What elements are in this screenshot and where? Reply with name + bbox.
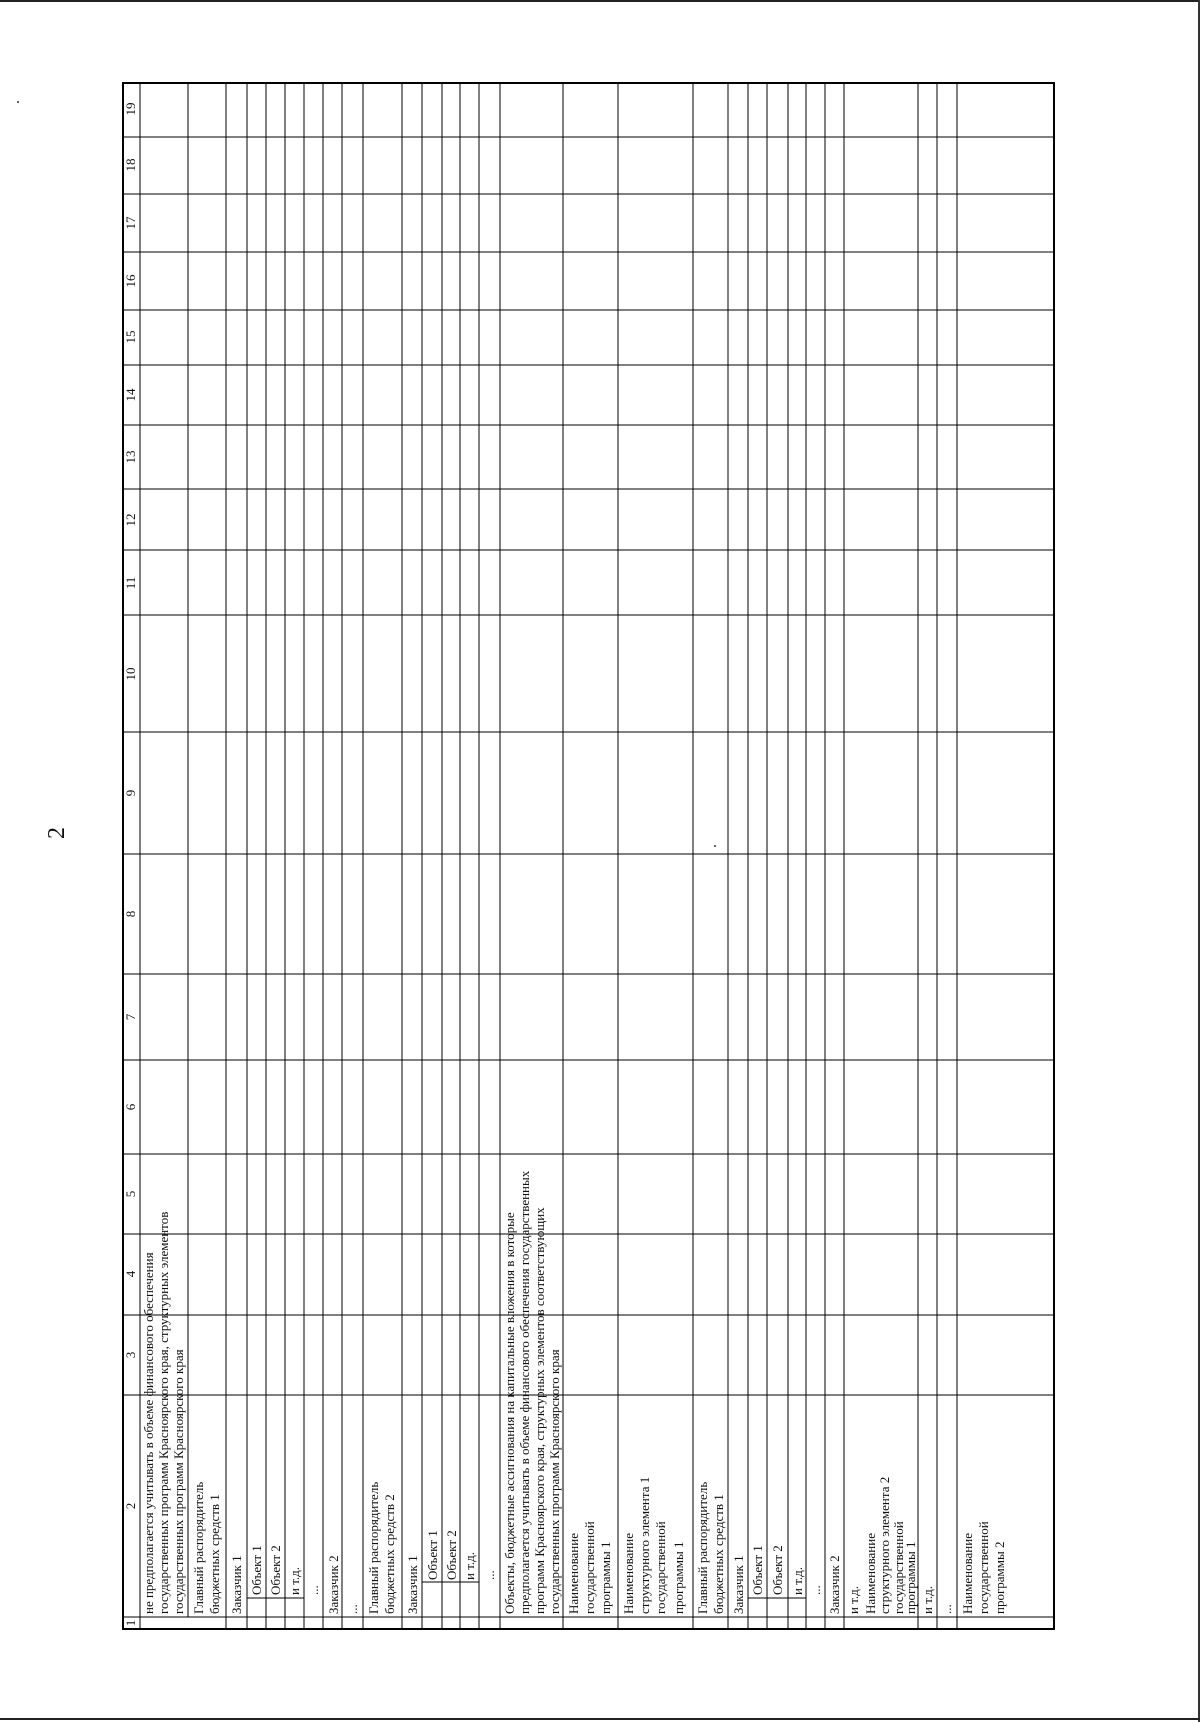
section2-header-line: предполагается учитывать в объеме финансового обеспечения государственных <box>517 1170 532 1614</box>
row-label: и т.д. <box>790 1566 805 1595</box>
header-col-7: 7 <box>123 1013 138 1021</box>
row-label: Главный распорядитель <box>366 1481 381 1614</box>
section2-header-line: государственных программ Красноярского края <box>547 1349 562 1614</box>
row-label: ... <box>306 1585 321 1595</box>
row-label: бюджетных средств 2 <box>382 1494 397 1614</box>
row-label: Объект 1 <box>425 1530 440 1580</box>
row-label: государственной <box>976 1521 991 1614</box>
section2-header-line: программ Красноярского края, структурных элементов соответствующих <box>532 1207 547 1614</box>
header-col-19: 19 <box>123 102 138 116</box>
header-col-13: 13 <box>123 450 138 464</box>
row-label: Главный распорядитель <box>191 1481 206 1614</box>
row-label: Заказчик 1 <box>731 1555 746 1614</box>
row-label: Наименование <box>960 1533 975 1614</box>
section2-header-line: Объекты, бюджетные ассигнования на капитальные вложения в которые <box>502 1212 517 1614</box>
header-col-10: 10 <box>123 667 138 681</box>
header-col-2: 2 <box>123 1502 138 1510</box>
row-label: программы 1 <box>903 1541 918 1614</box>
row-label: и т.д. <box>920 1585 935 1614</box>
column-dividers <box>122 137 1055 1617</box>
row-label: структурного элемента 2 <box>877 1476 892 1614</box>
rotated-table-content <box>122 82 1055 1630</box>
row-label: Заказчик 2 <box>326 1555 341 1614</box>
header-col-16: 16 <box>123 274 138 288</box>
row-label: Заказчик 1 <box>229 1555 244 1614</box>
header-col-1: 1 <box>123 1619 138 1627</box>
section1-header-line: не предполагается учитывать в объеме финансового обеспечения <box>141 1252 156 1614</box>
header-col-6: 6 <box>123 1103 138 1111</box>
document-table <box>122 82 1055 1630</box>
header-col-9: 9 <box>123 789 138 797</box>
header-col-3: 3 <box>123 1351 138 1359</box>
scan-speck <box>17 101 19 103</box>
row-label: ... <box>808 1585 823 1595</box>
row-label: государственной <box>582 1521 597 1614</box>
header-col-18: 18 <box>123 158 138 172</box>
header-col-11: 11 <box>123 576 138 590</box>
row-label: программы 1 <box>671 1541 686 1614</box>
section1-header-line: государственных программ Красноярского края <box>171 1349 186 1614</box>
row-label: ... <box>482 1570 497 1580</box>
row-label: и т.д. <box>462 1551 477 1580</box>
row-label: Заказчик 2 <box>827 1555 842 1614</box>
page-number: 2 <box>43 827 70 839</box>
row-label: Объект 1 <box>249 1545 264 1595</box>
table-grid <box>122 82 1055 1630</box>
row-label: государственной <box>653 1521 668 1614</box>
header-col-15: 15 <box>123 330 138 344</box>
header-col-17: 17 <box>123 216 138 230</box>
row-label: Главный распорядитель <box>695 1481 710 1614</box>
row-label: ... <box>939 1604 954 1614</box>
row-label: ... <box>345 1604 360 1614</box>
header-col-12: 12 <box>123 513 138 527</box>
row-label: бюджетных средств 1 <box>711 1494 726 1614</box>
header-col-14: 14 <box>123 388 138 402</box>
row-label: Наименование <box>566 1533 581 1614</box>
row-label: государственной <box>891 1521 906 1614</box>
row-label: и т.д. <box>846 1585 861 1614</box>
row-label: программы 1 <box>598 1541 613 1614</box>
row-label: Объект 2 <box>444 1530 459 1580</box>
row-label: структурного элемента 1 <box>637 1476 652 1614</box>
section1-header-line: государственных программ Красноярского края, структурных элементов <box>156 1211 171 1614</box>
row-label: Наименование <box>621 1533 636 1614</box>
row-label: Заказчик 1 <box>405 1555 420 1614</box>
scan-edge-bottom <box>0 1718 1200 1720</box>
table-border <box>123 83 1054 1629</box>
row-label: бюджетных средств 1 <box>207 1494 222 1614</box>
header-col-4: 4 <box>123 1270 138 1278</box>
row-label: Наименование <box>863 1533 878 1614</box>
row-label: и т.д. <box>287 1566 302 1595</box>
row-label: Объект 2 <box>770 1545 785 1595</box>
row-label: программы 2 <box>992 1541 1007 1614</box>
row-label: Объект 2 <box>268 1545 283 1595</box>
header-col-5: 5 <box>123 1190 138 1198</box>
header-col-8: 8 <box>123 910 138 918</box>
scan-edge-top <box>0 0 1200 2</box>
row-label: Объект 1 <box>750 1545 765 1595</box>
